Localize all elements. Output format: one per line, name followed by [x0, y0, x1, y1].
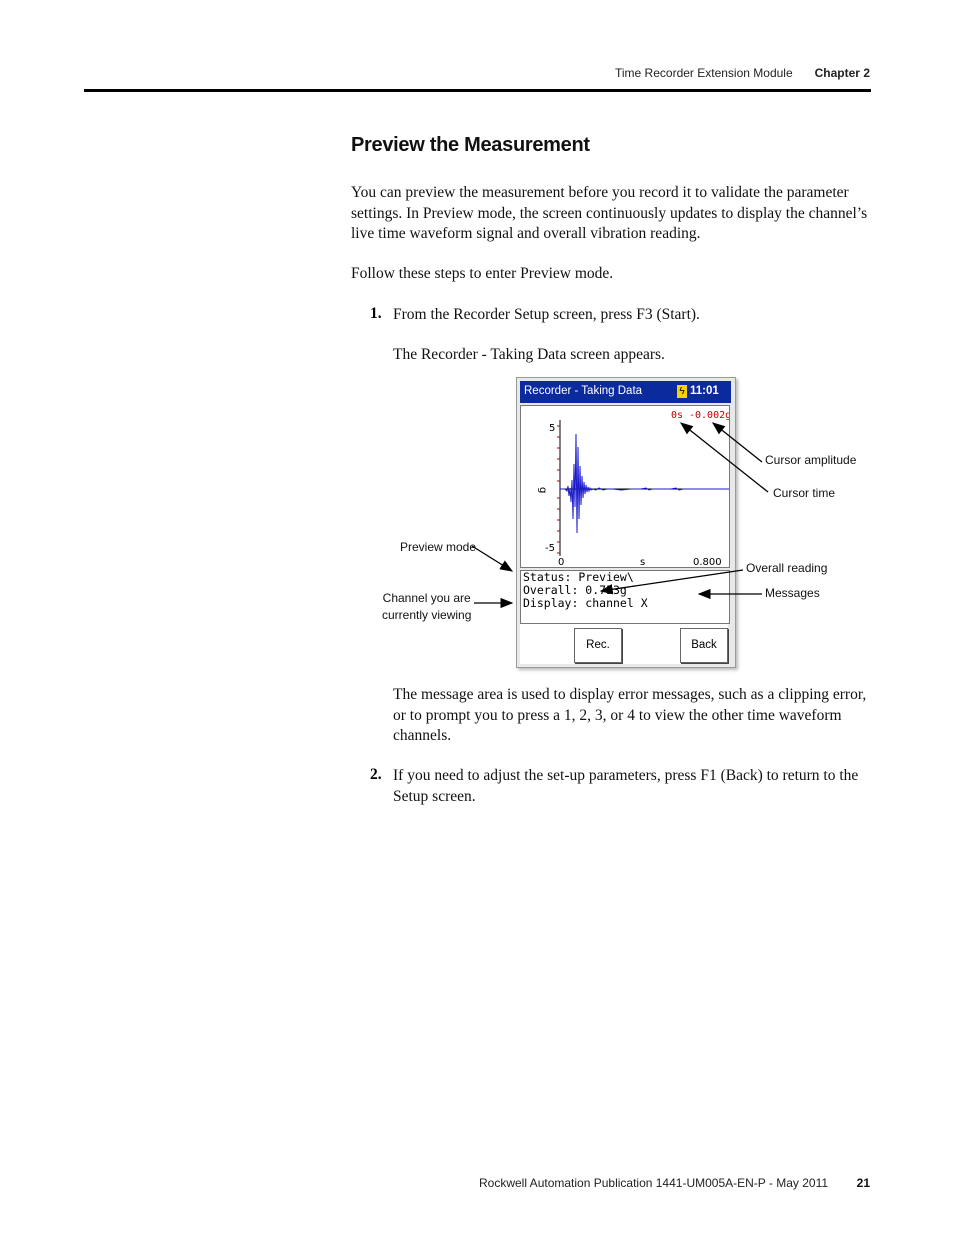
- header-chapter: Chapter 2: [814, 66, 870, 80]
- arrow-preview-mode: [472, 546, 512, 571]
- rec-button[interactable]: Rec.: [574, 628, 622, 663]
- page-number: 21: [856, 1176, 870, 1190]
- battery-icon: ϟ: [677, 385, 687, 398]
- step-1-number: 1.: [370, 305, 382, 322]
- callout-preview-mode: Preview mode: [400, 540, 477, 554]
- callout-channel-line2: currently viewing: [382, 608, 472, 622]
- device-clock: 11:01: [690, 385, 719, 397]
- x-tick-0: 0: [558, 557, 565, 567]
- arrow-overall-reading: [601, 570, 743, 591]
- display-line: Display: channel X: [523, 596, 648, 610]
- callout-cursor-time: Cursor time: [773, 486, 836, 500]
- back-button[interactable]: Back: [680, 628, 728, 663]
- step-1-text: From the Recorder Setup screen, press F3 (Start).: [393, 306, 700, 323]
- arrow-cursor-amplitude: [713, 423, 762, 462]
- step-1-result: The Recorder - Taking Data screen appears.: [393, 346, 665, 363]
- y-tick-neg5: -5: [545, 543, 555, 554]
- callout-overall-reading: Overall reading: [746, 561, 828, 575]
- overall-line: Overall: 0.753g: [523, 583, 627, 597]
- callout-cursor-amplitude: Cursor amplitude: [765, 453, 857, 467]
- cursor-time-readout: 0s: [671, 410, 684, 421]
- intro-paragraph: You can preview the measurement before you record it to validate the parameter settings. In Preview mode, the screen continuously updates to display the channel’s live time waveform signal and overall vibration reading.: [351, 184, 868, 242]
- arrow-cursor-time: [681, 423, 768, 492]
- header-section: Time Recorder Extension Module: [615, 66, 793, 80]
- y-tick-5: 5: [549, 423, 556, 434]
- x-unit-label: s: [640, 557, 646, 567]
- x-tick-max: 0.800: [693, 557, 722, 567]
- y-unit-label: g: [537, 487, 548, 494]
- step-2-text: If you need to adjust the set-up parameters, press F1 (Back) to return to the Setup screen.: [393, 767, 859, 805]
- callout-messages: Messages: [765, 586, 820, 600]
- cursor-amplitude-readout: -0.002g: [689, 410, 729, 421]
- section-heading: Preview the Measurement: [351, 134, 590, 156]
- follow-paragraph: Follow these steps to enter Preview mode.: [351, 265, 614, 282]
- callout-channel-line1: Channel you are: [382, 591, 471, 605]
- step-2-number: 2.: [370, 766, 382, 783]
- message-area-note: The message area is used to display error messages, such as a clipping error, or to prompt you to press a 1, 2, 3, or 4 to view the other time waveform channels.: [393, 686, 867, 744]
- status-line: Status: Preview\: [523, 570, 634, 584]
- footer-publication: Rockwell Automation Publication 1441-UM005A-EN-P - May 2011: [479, 1176, 829, 1190]
- device-title: Recorder - Taking Data: [524, 385, 643, 397]
